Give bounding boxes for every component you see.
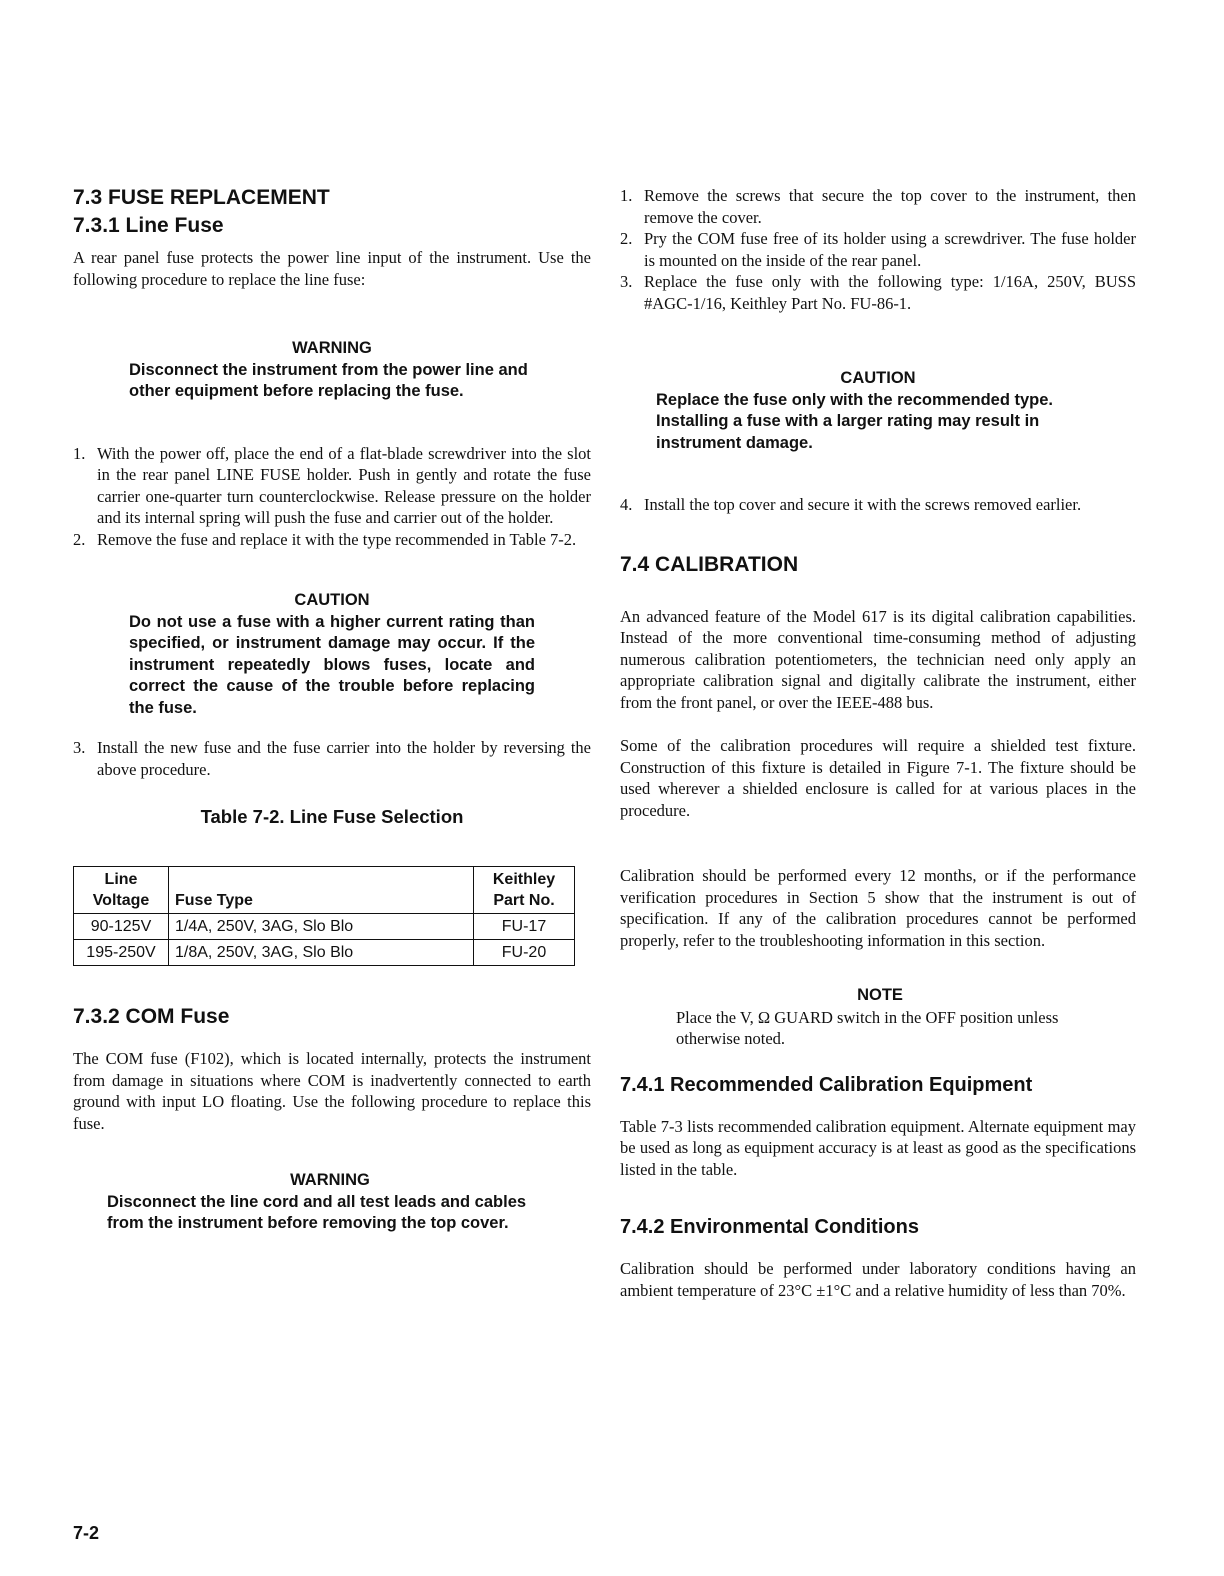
section-heading-calibration: 7.4 CALIBRATION: [620, 552, 799, 576]
line-fuse-steps: [73, 443, 591, 551]
section-heading-recommended-equipment: 7.4.1 Recommended Calibration Equipment: [620, 1073, 1033, 1096]
table-row: 195-250V 1/8A, 250V, 3AG, Slo Blo FU-20: [74, 940, 575, 966]
page-number: 7-2: [73, 1523, 100, 1543]
com-fuse-steps: [620, 185, 1136, 314]
list-item: 3. Replace the fuse only with the following type: 1/16A, 250V, BUSS #AGC-1/16, Keithley Part No. FU-86-1.: [620, 272, 1136, 313]
list-item: 3. Install the new fuse and the fuse carrier into the holder by reversing the above procedure.: [73, 738, 591, 779]
note-box: [676, 985, 1084, 1050]
warning-text: Disconnect the line cord and all test leads and cables from the instrument before removing the top cover.: [107, 1192, 527, 1232]
note-title: NOTE: [857, 986, 903, 1004]
line-fuse-table: [73, 866, 575, 966]
warning-text: Disconnect the instrument from the power line and other equipment before replacing the fuse.: [129, 360, 528, 400]
caution-text: Do not use a fuse with a higher current rating than specified, or instrument damage may occur. If the instrument repeatedly blows fuses, locate and correct the cause of the trouble before replacing the fuse.: [129, 612, 535, 717]
section-heading-line-fuse: 7.3.1 Line Fuse: [73, 214, 224, 237]
left-column: [73, 185, 591, 1235]
table-header-row: [74, 867, 575, 914]
warning-title: WARNING: [292, 339, 372, 357]
column-header-voltage: Line Voltage: [74, 867, 169, 914]
table-caption: Table 7-2. Line Fuse Selection: [200, 806, 464, 827]
line-fuse-intro: A rear panel fuse protects the power line input of the instrument. Use the following procedure to replace the line fuse:: [73, 248, 591, 289]
caution-title: CAUTION: [294, 591, 370, 609]
warning-title: WARNING: [290, 1171, 370, 1189]
calibration-paragraph-3: Calibration should be performed every 12 months, or if the performance verification procedures in Section 5 show that the instrument is out of specification. If any of the calibration procedures cannot be performed properly, refer to the troubleshooting information in this section.: [620, 866, 1136, 950]
caution-box-com-fuse: [656, 368, 1100, 454]
column-header-part-no: Keithley Part No.: [474, 867, 575, 914]
section-heading-fuse-replacement: 7.3 FUSE REPLACEMENT: [73, 186, 330, 209]
caution-text: Replace the fuse only with the recommended type. Installing a fuse with a larger rating may result in instrument damage.: [656, 390, 1054, 452]
list-item: 1. Remove the screws that secure the top cover to the instrument, then remove the cover.: [620, 186, 1136, 227]
list-item: 1. With the power off, place the end of a flat-blade screwdriver into the slot in the rear panel LINE FUSE holder. Push in gently and rotate the fuse carrier one-quarter turn counterclockwise. Release pressure on the holder and its internal spring will push the fuse and carrier out of the holder.: [73, 443, 591, 527]
section-heading-com-fuse: 7.3.2 COM Fuse: [73, 1005, 230, 1028]
caution-box-line-fuse: [129, 590, 535, 719]
calibration-paragraph-1: An advanced feature of the Model 617 is its digital calibration capabilities. Instead of the more conventional time-consuming method of adjusting numerous calibration potentiometers, the technician need only apply an appropriate calibration signal and digitally calibrate the instrument, either from the front panel, or over the IEEE-488 bus.: [620, 606, 1136, 712]
recommended-equipment-text: Table 7-3 lists recommended calibration equipment. Alternate equipment may be used as long as equipment accuracy is at least as good as the specifications listed in the table.: [620, 1116, 1136, 1179]
caution-title: CAUTION: [840, 369, 916, 387]
table-row: 90-125V 1/4A, 250V, 3AG, Slo Blo FU-17: [74, 914, 575, 940]
warning-box-com-fuse: [107, 1170, 553, 1235]
column-header-fuse-type: Fuse Type: [169, 867, 474, 914]
line-fuse-step-3: [73, 737, 591, 780]
right-column: [620, 185, 1136, 1301]
section-heading-environmental-conditions: 7.4.2 Environmental Conditions: [620, 1216, 919, 1238]
list-item: 2. Remove the fuse and replace it with the type recommended in Table 7-2.: [73, 529, 577, 549]
calibration-paragraph-2: Some of the calibration procedures will require a shielded test fixture. Construction of this fixture is detailed in Figure 7-1. The fixture should be used wherever a shielded enclosure is called for at various places in the procedure.: [620, 736, 1136, 820]
com-fuse-step-4: [620, 494, 1136, 516]
environmental-conditions-text: Calibration should be performed under laboratory conditions having an ambient temperature of 23°C ±1°C and a relative humidity of less than 70%.: [620, 1259, 1136, 1300]
list-item: 4. Install the top cover and secure it with the screws removed earlier.: [620, 495, 1082, 514]
warning-box-line-fuse: [129, 338, 535, 403]
list-item: 2. Pry the COM fuse free of its holder using a screwdriver. The fuse holder is mounted on the inside of the rear panel.: [620, 229, 1136, 270]
note-text: Place the V, Ω GUARD switch in the OFF position unless otherwise noted.: [676, 1007, 1059, 1048]
com-fuse-intro: The COM fuse (F102), which is located internally, protects the instrument from damage in situations where COM is inadvertently connected to earth ground with input LO floating. Use the following procedure to replace this fuse.: [73, 1049, 591, 1133]
